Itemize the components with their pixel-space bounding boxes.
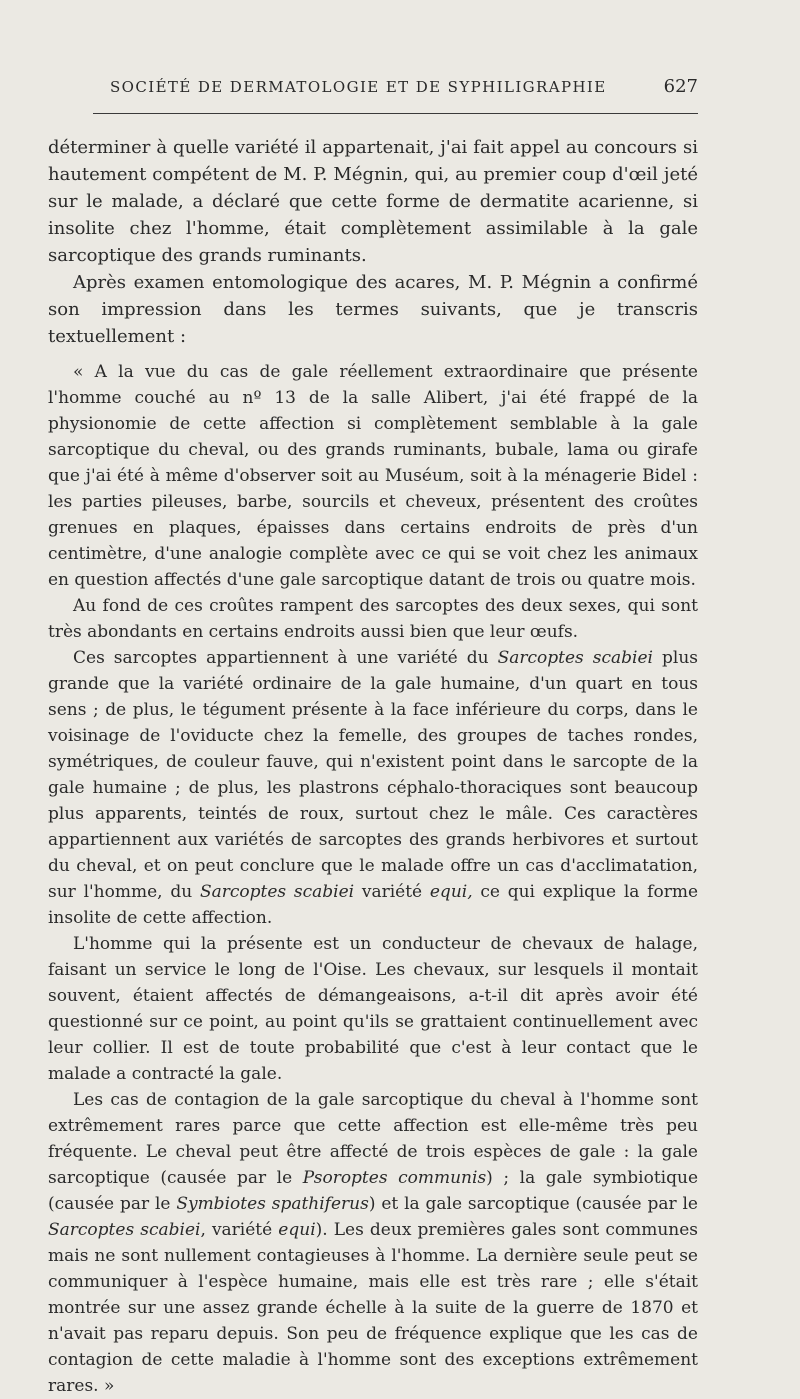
variety-name: equi, (429, 882, 473, 902)
text-run: Ces sarcoptes appartiennent à une variété du (73, 648, 498, 668)
text-run: variété (354, 882, 430, 902)
text-run: plus grande que la variété ordinaire de la gale humaine, d'un quart en tous sens ; de plus, le tégument présente à la face inférieure du corps, dans le voisinage de l'oviducte chez la femelle, des groupes de taches rondes, symétriques, de couleur fauve, qui n'existent point dans le sarcopte de la gale humaine ; de plus, les plastrons céphalo-thoraciques sont beaucoup plus apparents, teintés de roux, surtout chez le mâle. Ces caractères appartiennent aux variétés de sarcoptes des grands herbivores et surtout du cheval, et on peut conclure que le malade offre un cas d'acclimatation, sur l'homme, du (48, 648, 698, 902)
species-name: Sarcoptes scabiei (497, 648, 653, 668)
variety-name: equi (278, 1220, 316, 1240)
header-rule (93, 113, 698, 114)
quote-paragraph-3 (48, 645, 698, 931)
body-text (48, 134, 698, 350)
text-run: ce qui explique la forme insolite de cette affection. (48, 882, 698, 928)
species-name: Symbiotes spathiferus (176, 1194, 369, 1214)
paragraph-1: déterminer à quelle variété il appartenait, j'ai fait appel au concours si hautement compétent de M. P. Mégnin, qui, au premier coup d'œil jeté sur le malade, a déclaré que cette forme de dermatite acarienne, si insolite chez l'homme, était complètement assimilable à la gale sarcoptique des grands ruminants. (48, 137, 698, 266)
page-number: 627 (663, 76, 698, 97)
quote-paragraph-1: « A la vue du cas de gale réellement extraordinaire que présente l'homme couché au nº 13 de la salle Alibert, j'ai été frappé de la physionomie de cette affection si complètement semblable à la gale sarcoptique du cheval, ou des grands ruminants, bubale, lama ou girafe que j'ai été à même d'observer soit au Muséum, soit à la ménagerie Bidel : les parties pileuses, barbe, sourcils et cheveux, présentent des croûtes grenues en plaques, épaisses dans certains endroits de près d'un centimètre, d'une analogie complète avec ce qui se voit chez les animaux en question affectés d'une gale sarcoptique datant de trois ou quatre mois. (48, 362, 698, 590)
species-name: Sarcoptes scabiei (199, 882, 355, 902)
quoted-report (48, 359, 698, 1399)
text-run: ) et la gale sarcoptique (causée par le (368, 1194, 698, 1214)
document-page (48, 0, 699, 1396)
quote-paragraph-5 (48, 1087, 698, 1399)
species-name: Psoroptes communis (302, 1168, 487, 1188)
text-run: Les cas de contagion de la gale sarcoptique du cheval à l'homme sont extrêmement rares parce que cette affection est elle-même très peu fréquente. Le cheval peut être affecté de trois espèces de gale : la gale sarcoptique (causée par le (48, 1090, 698, 1188)
species-name: Sarcoptes scabiei (48, 1220, 201, 1240)
text-run: , variété (200, 1220, 279, 1240)
text-run: ) ; la gale symbiotique (causée par le (48, 1168, 699, 1214)
quote-paragraph-2: Au fond de ces croûtes rampent des sarcoptes des deux sexes, qui sont très abondants en certains endroits aussi bien que leur œufs. (48, 596, 698, 642)
header-title: SOCIÉTÉ DE DERMATOLOGIE ET DE SYPHILIGRAPHIE (110, 78, 607, 96)
paragraph-2: Après examen entomologique des acares, M. P. Mégnin a confirmé son impression dans les termes suivants, que je transcris textuellement : (48, 272, 698, 347)
quote-paragraph-4: L'homme qui la présente est un conducteur de chevaux de halage, faisant un service le long de l'Oise. Les chevaux, sur lesquels il montait souvent, étaient affectés de démangeaisons, a-t-il dit après avoir été questionné sur ce point, au point qu'ils se grattaient continuellement avec leur collier. Il est de toute probabilité que c'est à leur contact que le malade a contracté la gale. (48, 934, 698, 1084)
text-run: ). Les deux premières gales sont communes mais ne sont nullement contagieuses à l'homme. La dernière seule peut se communiquer à l'espèce humaine, mais elle est très rare ; elle s'était montrée sur une assez grande échelle à la suite de la guerre de 1870 et n'avait pas reparu depuis. Son peu de fréquence explique que les cas de contagion de cette maladie à l'homme sont des exceptions extrêmement rares. » (48, 1220, 699, 1396)
running-header (110, 76, 698, 97)
